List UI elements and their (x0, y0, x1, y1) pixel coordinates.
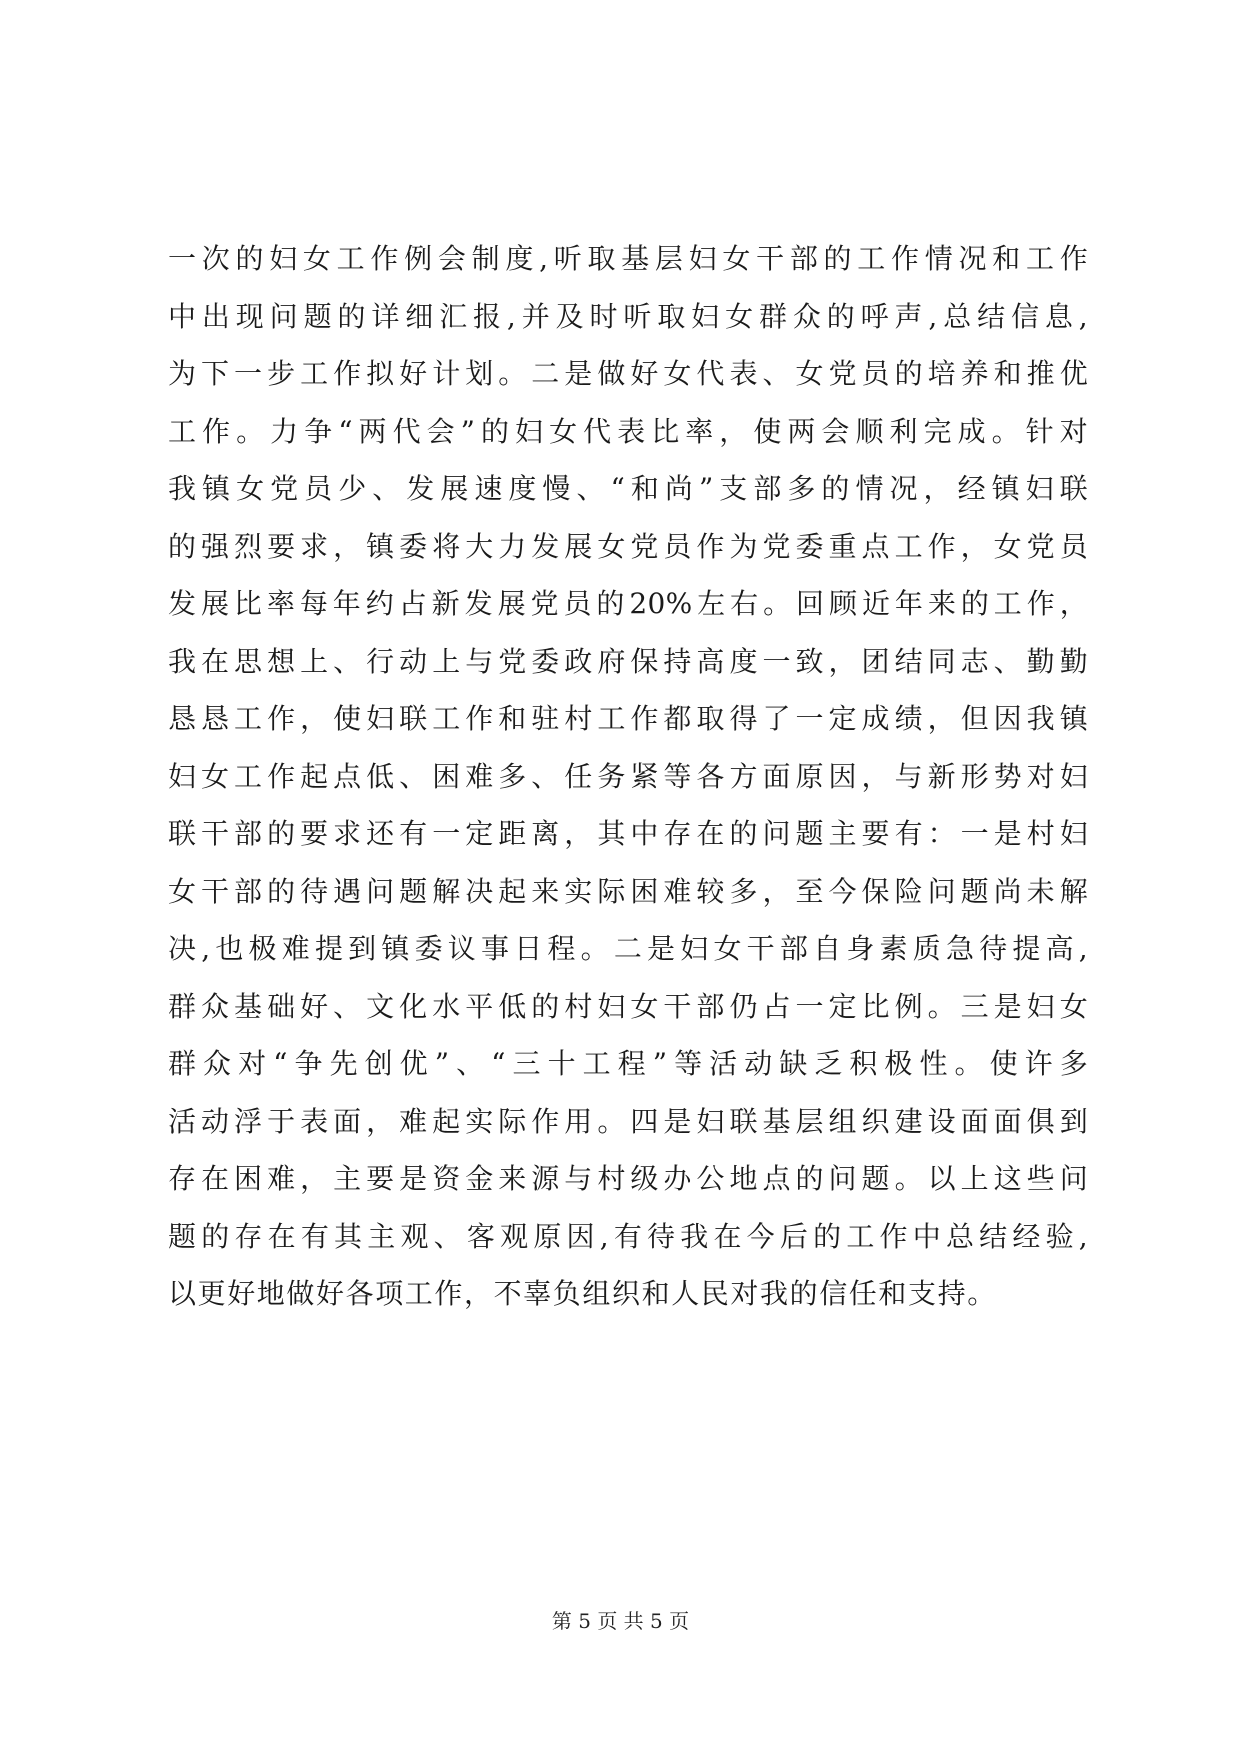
text-line: 决,也极难提到镇委议事日程。二是妇女干部自身素质急待提高, (168, 932, 1088, 965)
text-line: 中出现问题的详细汇报,并及时听取妇女群众的呼声,总结信息, (168, 299, 1088, 333)
text-line: 群众对“争先创优”、“三十工程”等活动缺乏积极性。使许多 (168, 1047, 1088, 1080)
text-line: 题的存在有其主观、客观原因,有待我在今后的工作中总结经验, (168, 1219, 1088, 1253)
text-line: 为下一步工作拟好计划。二是做好女代表、女党员的培养和推优 (168, 357, 1088, 390)
text-line: 活动浮于表面，难起实际作用。四是妇联基层组织建设面面俱到 (168, 1104, 1088, 1138)
body-paragraph (168, 230, 1088, 1323)
text-line: 以更好地做好各项工作，不辜负组织和人民对我的信任和支持。 (168, 1277, 997, 1310)
text-line: 联干部的要求还有一定距离，其中存在的问题主要有：一是村妇 (168, 817, 1088, 850)
text-line: 妇女工作起点低、困难多、任务紧等各方面原因，与新形势对妇 (168, 759, 1088, 793)
text-line: 的强烈要求，镇委将大力发展女党员作为党委重点工作，女党员 (168, 529, 1088, 563)
text-line: 我在思想上、行动上与党委政府保持高度一致，团结同志、勤勤 (168, 644, 1088, 678)
text-line: 女干部的待遇问题解决起来实际困难较多，至今保险问题尚未解 (168, 874, 1088, 908)
text-line: 恳恳工作，使妇联工作和驻村工作都取得了一定成绩，但因我镇 (168, 702, 1088, 735)
text-line: 工作。力争“两代会”的妇女代表比率，使两会顺利完成。针对 (168, 414, 1088, 448)
text-line: 一次的妇女工作例会制度,听取基层妇女干部的工作情况和工作 (168, 242, 1088, 275)
text-line: 群众基础好、文化水平低的村妇女干部仍占一定比例。三是妇女 (168, 989, 1088, 1023)
text-line: 我镇女党员少、发展速度慢、“和尚”支部多的情况，经镇妇联 (168, 472, 1088, 505)
page-number-footer: 第 5 页 共 5 页 (551, 1609, 690, 1633)
text-line: 发展比率每年约占新发展党员的20%左右。回顾近年来的工作， (168, 587, 1088, 620)
text-line: 存在困难，主要是资金来源与村级办公地点的问题。以上这些问 (168, 1162, 1088, 1195)
